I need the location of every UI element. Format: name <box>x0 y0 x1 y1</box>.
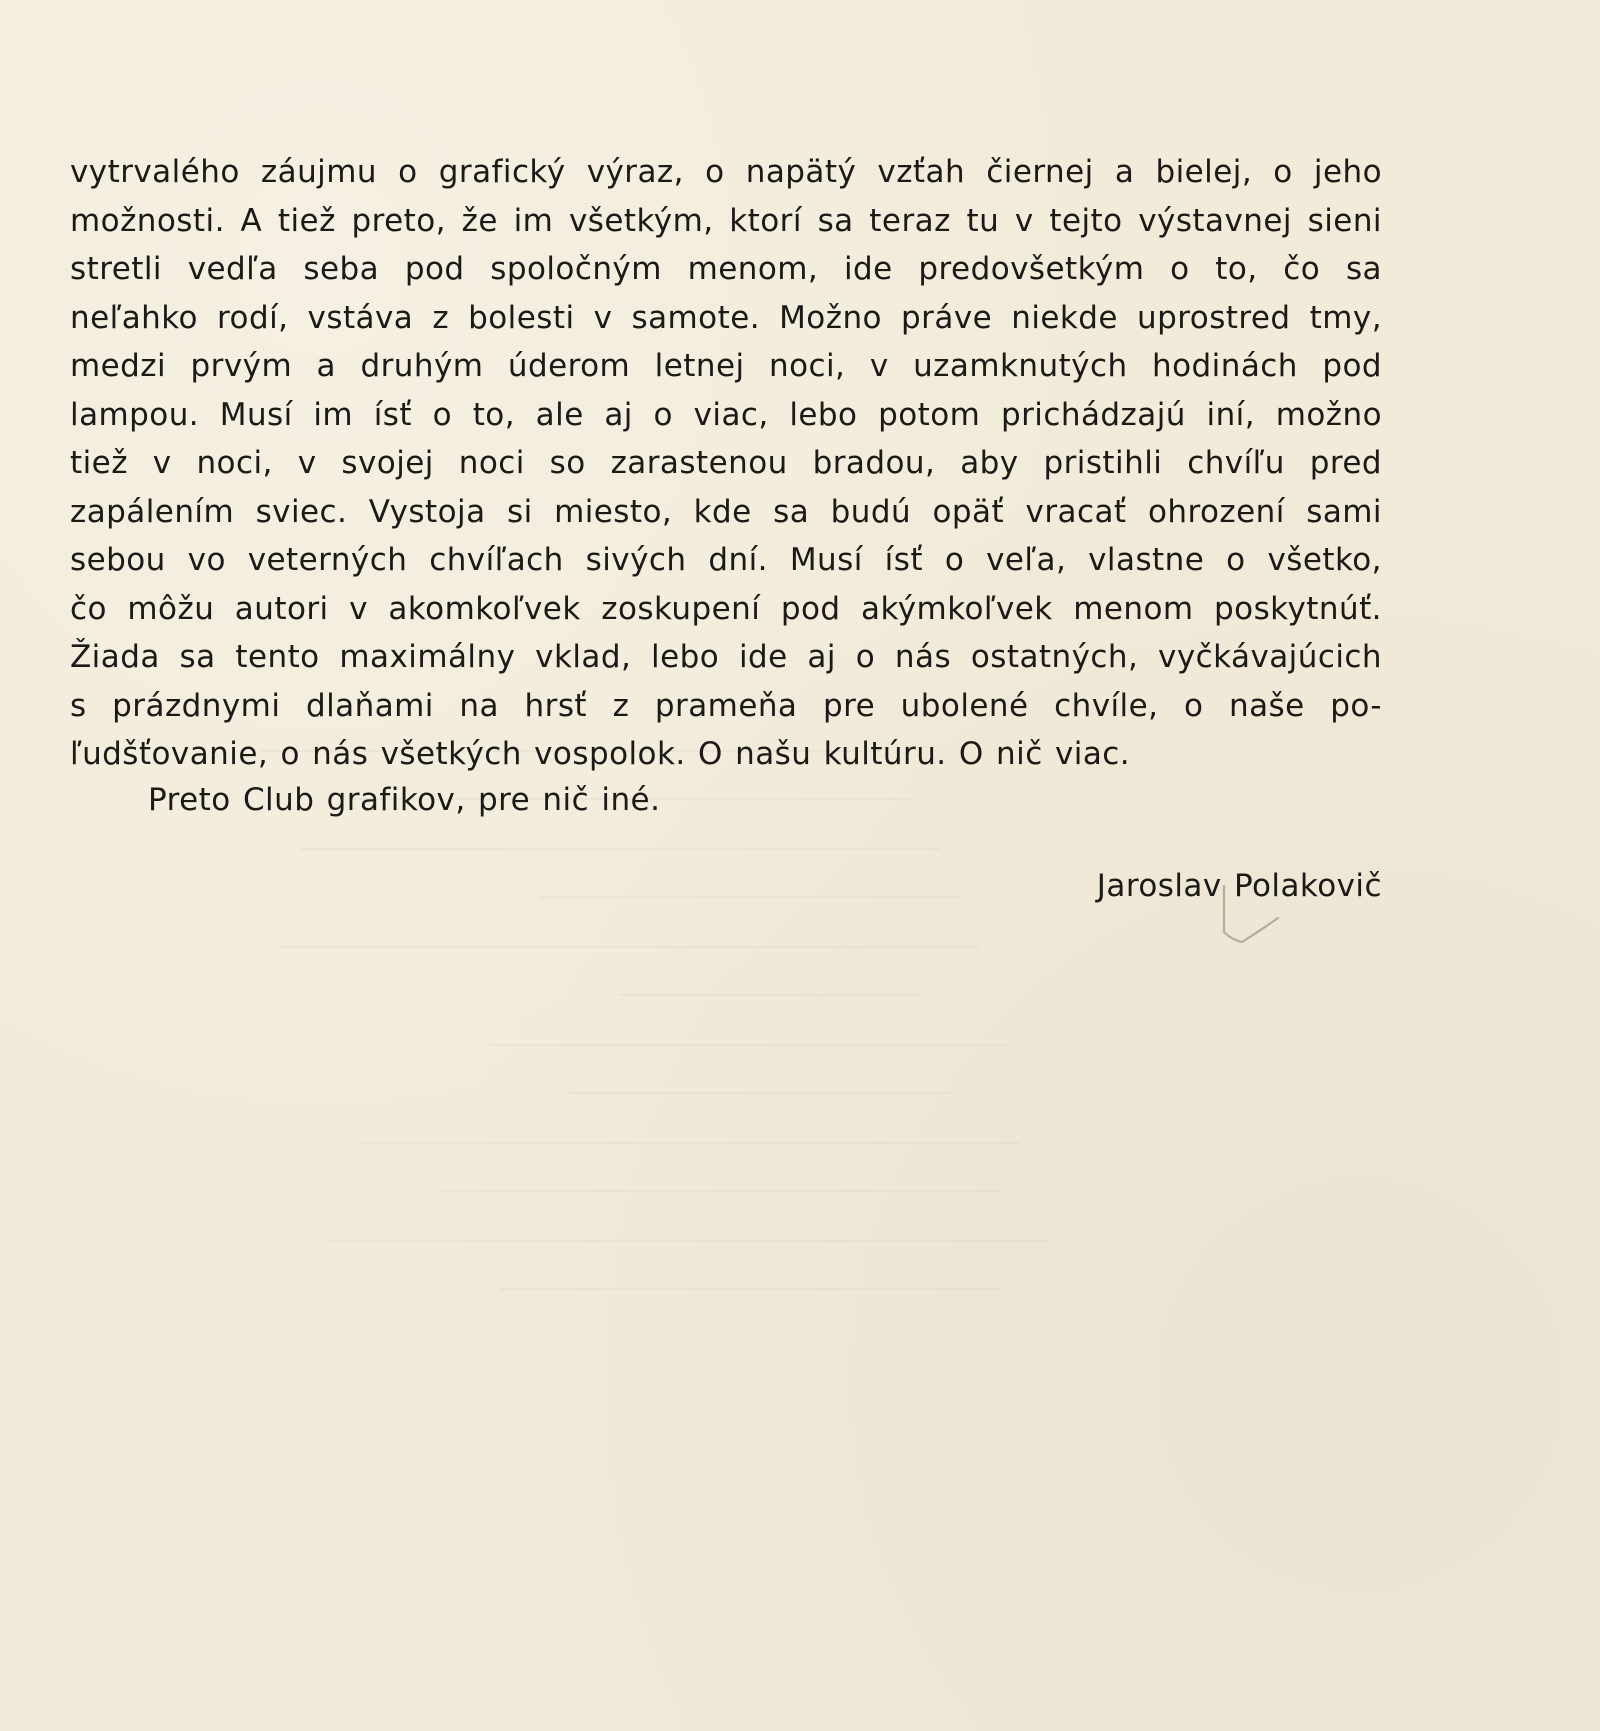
paragraph-line: s prázdnymi dlaňami na hrsť z prameňa pre ubolené chvíle, o naše po- <box>70 687 1382 724</box>
body-paragraph <box>70 148 1382 779</box>
paragraph-line: tiež v noci, v svojej noci so zarastenou bradou, aby pristihli chvíľu pred <box>70 445 1382 481</box>
paragraph-line: sebou vo veterných chvíľach sivých dní. Musí ísť o veľa, vlastne o všetko, <box>70 542 1382 578</box>
paragraph-line: stretli vedľa seba pod spoločným menom, ide predovšetkým o to, čo sa <box>70 251 1382 287</box>
paragraph-line: Žiada sa tento maximálny vklad, lebo ide aj o nás ostatných, vyčkávajúcich <box>70 639 1382 675</box>
paragraph-line: možnosti. A tiež preto, že im všetkým, ktorí sa teraz tu v tejto výstavnej sieni <box>70 202 1382 239</box>
paragraph-line: zapálením sviec. Vystoja si miesto, kde sa budú opäť vracať ohrození sami <box>70 493 1382 530</box>
paragraph-line: lampou. Musí im ísť o to, ale aj o viac, lebo potom prichádzajú iní, možno <box>70 396 1382 433</box>
paragraph-line: čo môžu autori v akomkoľvek zoskupení pod akýmkoľvek menom poskytnúť. <box>70 590 1382 627</box>
paragraph-line: ľudšťovanie, o nás všetkých vospolok. O našu kultúru. O nič viac. <box>70 736 1131 772</box>
paragraph-line: neľahko rodí, vstáva z bolesti v samote. Možno práve niekde uprostred tmy, <box>70 299 1382 336</box>
paragraph-line: vytrvalého záujmu o grafický výraz, o napätý vzťah čiernej a bielej, o jeho <box>70 154 1382 190</box>
closing-line: Preto Club grafikov, pre nič iné. <box>148 782 661 818</box>
author-signature: Jaroslav Polakovič <box>1096 868 1382 904</box>
paragraph-line: medzi prvým a druhým úderom letnej noci, v uzamknutých hodinách pod <box>70 348 1382 384</box>
